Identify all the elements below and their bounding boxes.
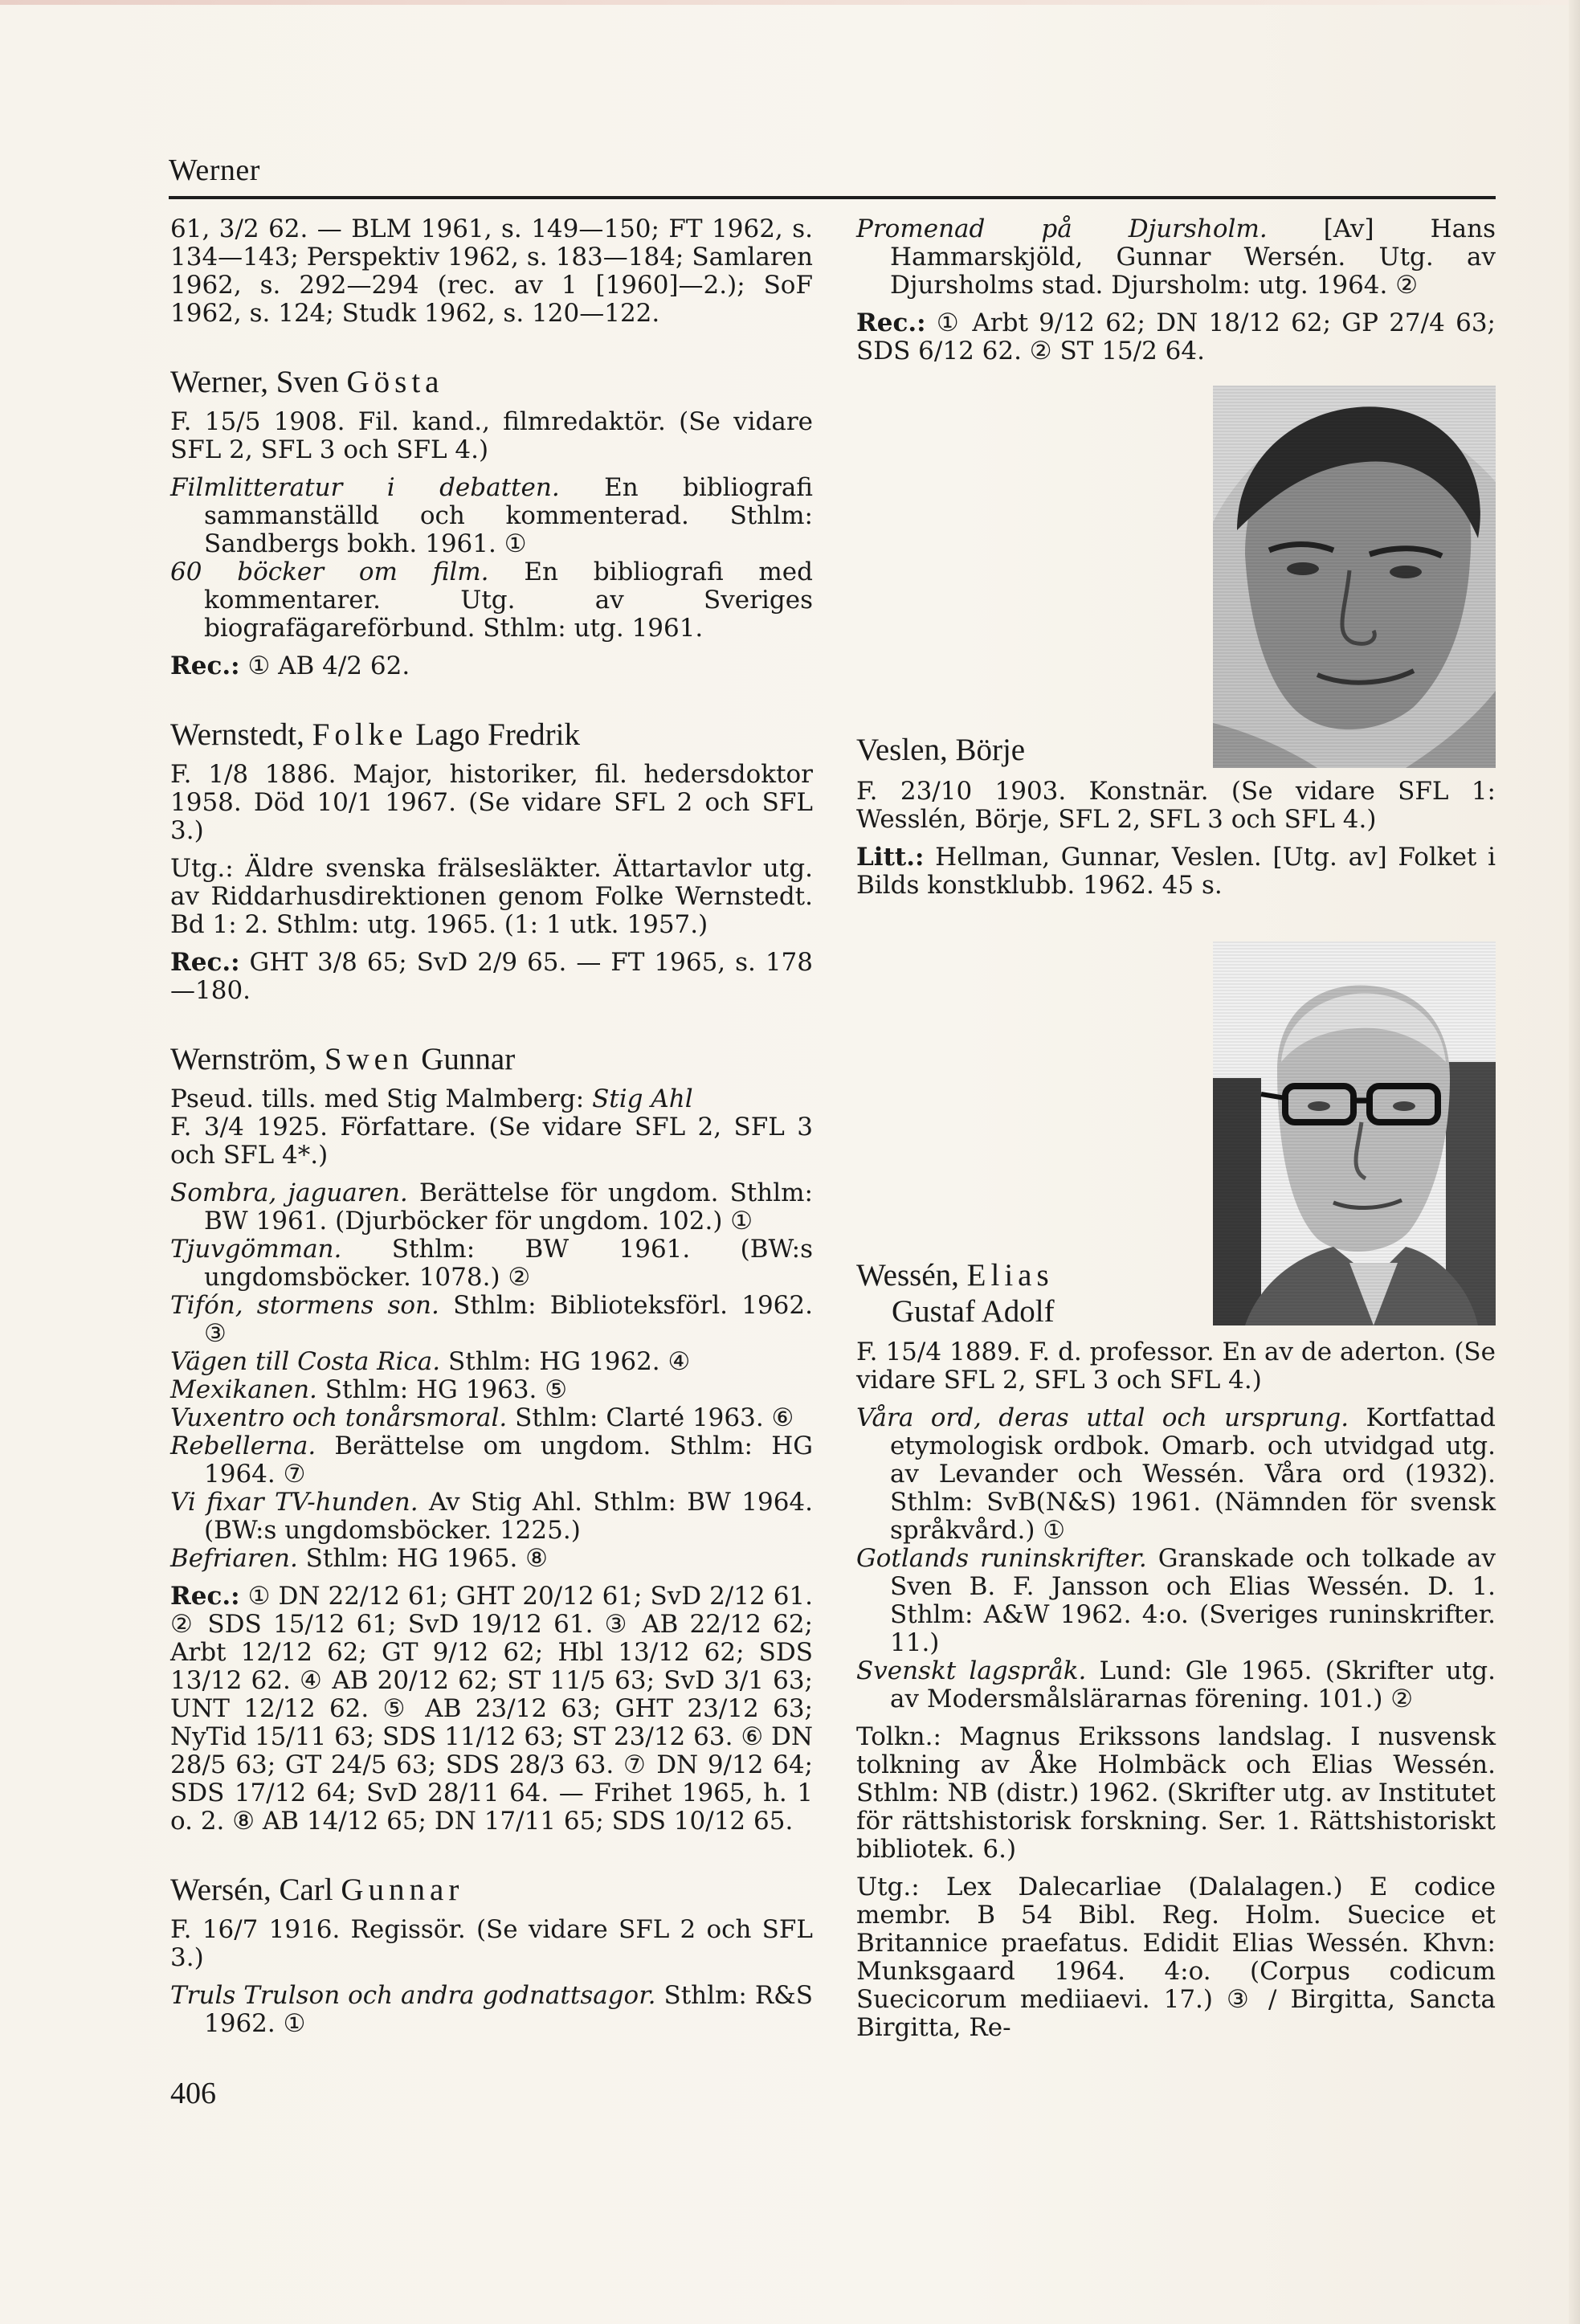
left-column (170, 215, 813, 2038)
top-edge-tint (0, 0, 1580, 5)
rec-wersen: Rec.: ① Arbt 9/12 62; DN 18/12 62; GP 27/4 63; SDS 6/12 62. ② ST 15/2 64. (856, 308, 1496, 366)
header-rule (169, 196, 1496, 199)
entry-head-wessen: Wessén, Elias (856, 1258, 1054, 1293)
utg-wessen: Utg.: Lex Dalecarliae (Dalalagen.) E codice membr. B 54 Bibl. Reg. Holm. Suecice et Britannice praefatus. Edidit Elias Wessén. Khvn: Munksgaard 1964. 4:o. (Corpus codicum Suecicorum mediiaevi. 17.) ③ / Birgitta, Sancta Birgitta, Re- (856, 1873, 1496, 2042)
work-item: Vägen till Costa Rica. Sthlm: HG 1962. ④ (170, 1347, 691, 1376)
page-edge-shadow (1569, 0, 1580, 2324)
works-wernstrom (170, 1179, 813, 1573)
work-item: Filmlitteratur i debatten. En bibliografi sammanställd och kommenterad. Sthlm: Sandbergs bokh. 1961. ① (170, 473, 813, 558)
work-item: Tjuvgömman. Sthlm: BW 1961. (BW:s ungdomsböcker. 1078.) ② (170, 1235, 813, 1292)
litt-veslen: Litt.: Hellman, Gunnar, Veslen. [Utg. av] Folket i Bilds konstklubb. 1962. 45 s. (856, 843, 1496, 900)
right-column-top (856, 215, 1496, 375)
rec-werner: Rec.: ① AB 4/2 62. (170, 651, 410, 680)
portrait-photo (1213, 386, 1496, 768)
running-head: Werner (169, 153, 260, 187)
bio-veslen: F. 23/10 1903. Konstnär. (Se vidare SFL 1: Wesslén, Börje, SFL 2, SFL 3 och SFL 4.) (856, 777, 1496, 834)
page-number: 406 (170, 2077, 216, 2110)
bio-wernstrom: F. 3/4 1925. Författare. (Se vidare SFL 2, SFL 3 och SFL 4*.) (170, 1113, 813, 1170)
work-item: Vi fixar TV-hunden. Av Stig Ahl. Sthlm: BW 1964. (BW:s ungdomsböcker. 1225.) (170, 1488, 813, 1545)
work-item: Tifón, stormens son. Sthlm: Biblioteksförl. 1962. ③ (170, 1291, 813, 1348)
work-item: Våra ord, deras uttal och ursprung. Kortfattad etymologisk ordbok. Omarb. och utvidgad utg. av Levander och Wessén. Våra ord (1932). Sthlm: SvB(N&S) 1961. (Nämnden för svensk språkvård.) ① (856, 1403, 1496, 1545)
tolkn-wessen: Tolkn.: Magnus Erikssons landslag. I nusvensk tolkning av Åke Holmbäck och Elias Wessén. Sthlm: NB (distr.) 1962. (Skrifter utg. av Institutet för rättshistorisk forskning. Ser. 1. Rättshistoriskt bibliotek. 6.) (856, 1722, 1496, 1864)
rec-wernstedt: Rec.: GHT 3/8 65; SvD 2/9 65. — FT 1965, s. 178—180. (170, 948, 813, 1005)
work-item: Vuxentro och tonårsmoral. Sthlm: Clarté 1963. ⑥ (170, 1403, 794, 1432)
work-item: Mexikanen. Sthlm: HG 1963. ⑤ (170, 1375, 568, 1404)
work-item: Promenad på Djursholm. [Av] Hans Hammarskjöld, Gunnar Wersén. Utg. av Djursholms stad. Djursholm: utg. 1964. ② (856, 214, 1496, 300)
work-item: Sombra, jaguaren. Berättelse för ungdom. Sthlm: BW 1961. (Djurböcker för ungdom. 102.) ① (170, 1178, 813, 1236)
werner-continuation: 61, 3/2 62. — BLM 1961, s. 149—150; FT 1962, s. 134—143; Perspektiv 1962, s. 183—184; Samlaren 1962, s. 292—294 (rec. av 1 [1960]—2.); SoF 1962, s. 124; Studk 1962, s. 120—122. (170, 214, 813, 328)
entry-head-wernstedt: Wernstedt, Folke Lago Fredrik (170, 717, 580, 752)
work-item: Svenskt lagspråk. Lund: Gle 1965. (Skrifter utg. av Modersmålslärarnas förening. 101.) ② (856, 1656, 1496, 1713)
entry-head-wessen-line2: Gustaf Adolf (892, 1294, 1055, 1329)
work-item: Gotlands runinskrifter. Granskade och tolkade av Sven B. F. Jansson och Elias Wessén. D. 1. Sthlm: A&W 1962. 4:o. (Sveriges runinskrifter. 11.) (856, 1544, 1496, 1657)
entry-head-wernstrom: Wernström, Swen Gunnar (170, 1042, 516, 1076)
entry-head-wersen: Wersén, Carl Gunnar (170, 1873, 464, 1907)
work-item: Rebellerna. Berättelse om ungdom. Sthlm: HG 1964. ⑦ (170, 1432, 813, 1489)
pseud-wernstrom: Pseud. tills. med Stig Malmberg: Stig Ahl (170, 1084, 693, 1113)
work-item: Truls Trulson och andra godnattsagor. Sthlm: R&S 1962. ① (170, 1981, 814, 2038)
work-item: 60 böcker om film. En bibliografi med kommentarer. Utg. av Sveriges biografägareförbund. Sthlm: utg. 1961. (170, 558, 813, 643)
bio-wernstedt: F. 1/8 1886. Major, historiker, fil. hedersdoktor 1958. Död 10/1 1967. (Se vidare SFL 2 och SFL 3.) (170, 760, 813, 845)
entry-head-werner-sven-gosta: Werner, Sven Gösta (170, 365, 444, 399)
utg-wernstedt: Utg.: Äldre svenska frälsesläkter. Ättartavlor utg. av Riddarhusdirektionen genom Folke Wernstedt. Bd 1: 2. Sthlm: utg. 1965. (1: 1 utk. 1957.) (170, 854, 813, 939)
entry-head-veslen: Veslen, Börje (856, 733, 1026, 767)
works-werner (170, 474, 813, 643)
works-wessen (856, 1404, 1496, 1713)
rec-wernstrom: Rec.: ① DN 22/12 61; GHT 20/12 61; SvD 2/12 61. ② SDS 15/12 61; SvD 19/12 61. ③ AB 22/12 62; Arbt 12/12 62; GT 9/12 62; Hbl 13/12 62; SDS 13/12 62. ④ AB 20/12 62; ST 11/5 63; SvD 3/1 63; UNT 12/12 62. ⑤ AB 23/12 63; GHT 23/12 63; NyTid 15/11 63; SDS 11/12 63; ST 23/12 63. ⑥ DN 28/5 63; GT 24/5 63; SDS 28/3 63. ⑦ DN 9/12 64; SDS 17/12 64; SvD 28/11 64. — Frihet 1965, h. 1 o. 2. ⑧ AB 14/12 65; DN 17/11 65; SDS 10/12 65. (170, 1582, 813, 1836)
work-item: Befriaren. Sthlm: HG 1965. ⑧ (170, 1544, 548, 1573)
bio-werner: F. 15/5 1908. Fil. kand., filmredaktör. (Se vidare SFL 2, SFL 3 och SFL 4.) (170, 407, 813, 464)
bio-wessen: F. 15/4 1889. F. d. professor. En av de aderton. (Se vidare SFL 2, SFL 3 och SFL 4.) (856, 1338, 1496, 1395)
portrait-photo (1213, 941, 1496, 1325)
bio-wersen: F. 16/7 1916. Regissör. (Se vidare SFL 2 och SFL 3.) (170, 1915, 813, 1972)
veslen-body (856, 778, 1496, 909)
wessen-body (856, 1338, 1496, 2052)
